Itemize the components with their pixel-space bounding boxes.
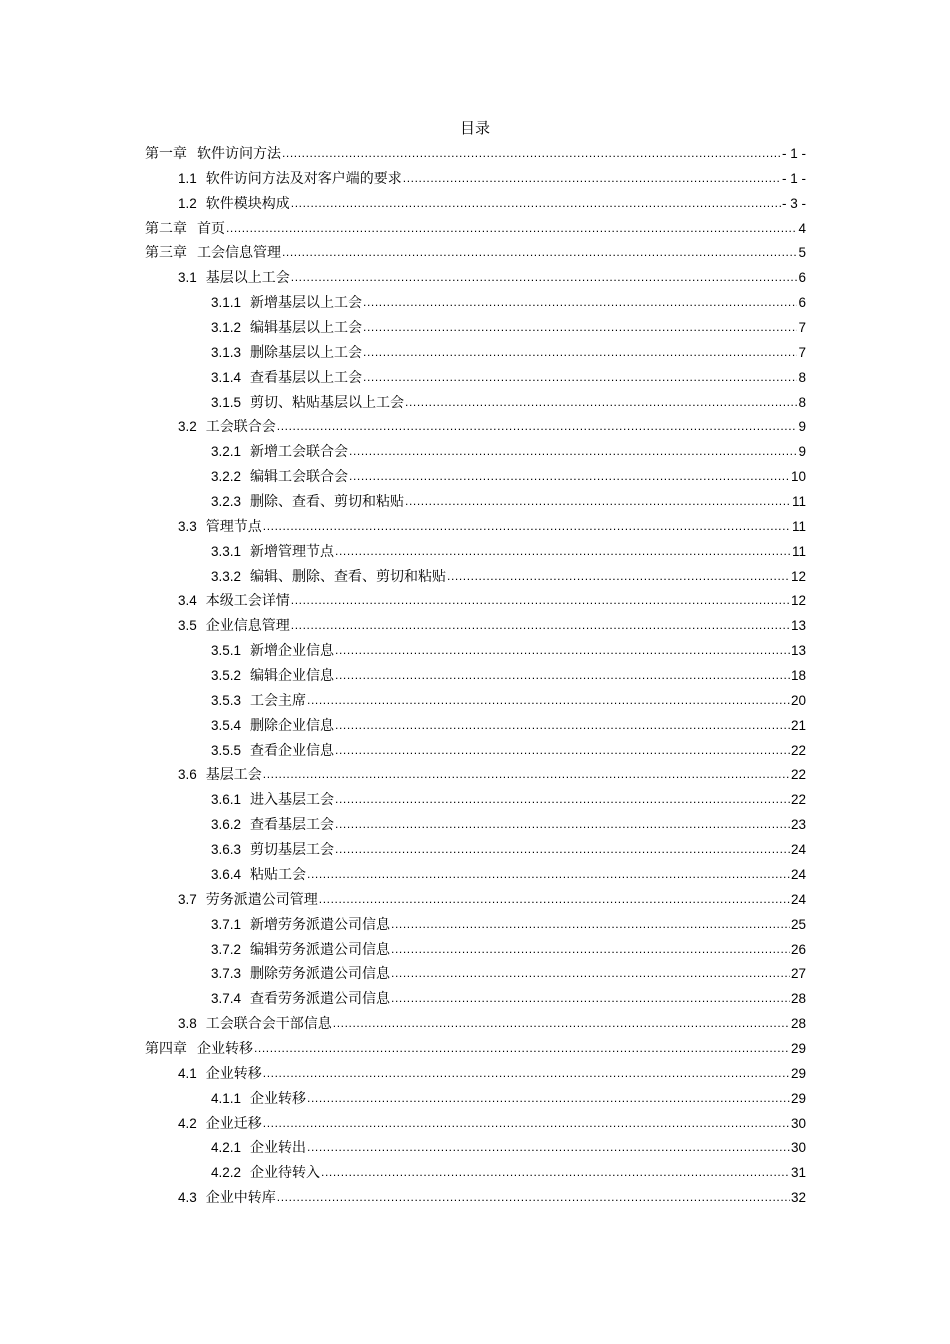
toc-entry-title: 查看基层以上工会: [250, 369, 363, 386]
toc-entry-number: 3.7.4: [211, 991, 242, 1007]
toc-entry-title: 新增基层以上工会: [250, 295, 363, 312]
toc-entry-page: 8: [798, 369, 806, 385]
toc-entry-page: 22: [790, 792, 806, 808]
toc-entry-number: 4.3: [178, 1190, 197, 1206]
toc-entry-page: 27: [790, 966, 806, 982]
toc-entry[interactable]: [145, 814, 806, 839]
toc-dot-leader: [391, 962, 790, 984]
toc-entry-number: 3.6.2: [211, 817, 242, 833]
toc-dot-leader: [291, 614, 790, 636]
toc-dot-leader: [335, 540, 791, 562]
toc-entry[interactable]: [145, 789, 806, 814]
toc-entry-number: 3.5: [178, 618, 197, 634]
toc-entry-page: 12: [790, 593, 806, 609]
toc-entry-page: 7: [798, 344, 806, 360]
toc-entry-number: 3.1.5: [211, 394, 242, 410]
toc-entry[interactable]: [145, 839, 806, 864]
toc-entry-number: 3.5.1: [211, 643, 242, 659]
toc-entry-title: 工会信息管理: [197, 245, 281, 262]
toc-entry-number: 3.3.2: [211, 568, 242, 584]
toc-dot-leader: [349, 440, 797, 462]
toc-entry[interactable]: [145, 242, 806, 267]
toc-entry[interactable]: [145, 516, 806, 541]
toc-dot-leader: [277, 415, 798, 437]
toc-dot-leader: [335, 639, 790, 661]
toc-entry-page: 8: [798, 394, 806, 410]
toc-entry-number: 3.7.1: [211, 916, 242, 932]
toc-entry[interactable]: [145, 491, 806, 516]
toc-title: 目录: [459, 119, 490, 137]
toc-entry-title: 软件访问方法及对客户端的要求: [205, 170, 402, 187]
toc-dot-leader: [321, 1161, 790, 1183]
toc-entry-page: 4: [798, 220, 806, 236]
toc-entry-number: 3.3.1: [211, 543, 242, 559]
toc-dot-leader: [405, 391, 797, 413]
toc-entry[interactable]: [145, 640, 806, 665]
toc-dot-leader: [447, 565, 790, 587]
toc-entry-page: 11: [791, 494, 806, 510]
toc-entry-title: 基层工会: [205, 767, 262, 784]
toc-entry-title: 企业转移: [250, 1090, 307, 1107]
toc-dot-leader: [319, 888, 790, 910]
toc-entry-title: 编辑企业信息: [250, 668, 335, 685]
toc-entry-number: 第一章: [145, 146, 187, 162]
toc-entry-title: 删除企业信息: [250, 717, 335, 734]
toc-dot-leader: [391, 913, 790, 935]
toc-dot-leader: [282, 241, 797, 263]
toc-entry[interactable]: [145, 292, 806, 317]
toc-dot-leader: [307, 1136, 790, 1158]
toc-dot-leader: [333, 1012, 790, 1034]
toc-entry-page: 26: [790, 941, 806, 957]
toc-entry-title: 新增管理节点: [250, 543, 335, 560]
toc-entry-number: 1.1: [178, 170, 197, 186]
toc-entry-title: 软件模块构成: [205, 195, 290, 212]
toc-dot-leader: [363, 366, 797, 388]
toc-entry[interactable]: [145, 193, 806, 218]
toc-entry[interactable]: [145, 168, 806, 193]
toc-dot-leader: [405, 490, 791, 512]
toc-entry-title: 查看基层工会: [250, 817, 335, 834]
toc-entry-number: 1.2: [178, 195, 197, 211]
toc-entry-number: 3.4: [178, 593, 197, 609]
toc-dot-leader: [391, 987, 790, 1009]
toc-dot-leader: [349, 465, 790, 487]
toc-dot-leader: [335, 714, 790, 736]
toc-entry-page: 13: [790, 618, 806, 634]
toc-dot-leader: [263, 763, 790, 785]
toc-entry-title: 新增企业信息: [250, 643, 335, 660]
toc-entry-title: 企业转出: [250, 1140, 307, 1157]
toc-entry-title: 查看劳务派遣公司信息: [250, 991, 391, 1008]
toc-entry-number: 3.6: [178, 767, 197, 783]
toc-entry[interactable]: [145, 441, 806, 466]
toc-entry-title: 删除基层以上工会: [250, 344, 363, 361]
toc-entry-title: 本级工会详情: [205, 593, 290, 610]
toc-entry[interactable]: [145, 218, 806, 243]
toc-entry-title: 企业中转库: [205, 1190, 276, 1207]
toc-entry-page: 29: [790, 1090, 806, 1106]
toc-entry-title: 工会联合会: [205, 419, 276, 436]
toc-entry-title: 企业待转入: [250, 1165, 321, 1182]
toc-entry-title: 剪切基层工会: [250, 842, 335, 859]
toc-entry-title: 新增劳务派遣公司信息: [250, 916, 391, 933]
toc-entry-number: 3.7: [178, 891, 197, 907]
toc-dot-leader: [254, 1037, 790, 1059]
toc-entry-number: 第四章: [145, 1040, 187, 1057]
toc-entry-page: 24: [790, 866, 806, 882]
toc-dot-leader: [291, 589, 790, 611]
toc-entry-number: 4.1.1: [211, 1090, 242, 1106]
toc-entry[interactable]: [145, 566, 806, 591]
toc-entry-number: 第三章: [145, 245, 187, 262]
toc-entry-title: 软件访问方法: [197, 146, 281, 162]
toc-dot-leader: [403, 167, 781, 189]
toc-entry-page: 22: [790, 767, 806, 783]
toc-entry-number: 3.2.3: [211, 494, 242, 510]
toc-entry-number: 3.6.4: [211, 866, 242, 882]
toc-entry-title: 管理节点: [205, 518, 262, 535]
toc-entry-page: 6: [798, 295, 806, 311]
toc-dot-leader: [335, 838, 790, 860]
toc-entry-title: 编辑、删除、查看、剪切和粘贴: [250, 568, 447, 585]
toc-entry[interactable]: [145, 1063, 806, 1088]
toc-entry-title: 首页: [197, 220, 225, 237]
toc-entry-title: 删除、查看、剪切和粘贴: [250, 494, 405, 511]
toc-entry[interactable]: [145, 392, 806, 417]
toc-dot-leader: [282, 142, 781, 164]
toc-entry[interactable]: [145, 988, 806, 1013]
toc-dot-leader: [391, 938, 790, 960]
toc-entry-title: 编辑基层以上工会: [250, 320, 363, 337]
toc-entry-page: 5: [798, 245, 806, 261]
toc-dot-leader: [307, 863, 790, 885]
toc-entry-number: 4.2.2: [211, 1165, 242, 1181]
toc-entry-page: 28: [790, 1016, 806, 1032]
toc-entry-page: 22: [790, 742, 806, 758]
toc-entry[interactable]: [145, 1013, 806, 1038]
toc-entry-title: 编辑工会联合会: [250, 469, 349, 486]
toc-dot-leader: [335, 664, 790, 686]
toc-entry-page: 12: [790, 568, 806, 584]
toc-entry-page: 29: [790, 1065, 806, 1081]
toc-entry[interactable]: [145, 615, 806, 640]
toc-entry[interactable]: [145, 367, 806, 392]
toc-entry-page: 11: [791, 543, 806, 559]
toc-entry-page: 11: [791, 518, 806, 534]
toc-entry-title: 企业转移: [205, 1065, 262, 1082]
toc-dot-leader: [263, 1062, 790, 1084]
toc-entry-page: - 1 -: [781, 146, 806, 161]
toc-entry-title: 企业信息管理: [205, 618, 290, 635]
toc-entry-number: 3.8: [178, 1016, 197, 1032]
toc-entry-title: 劳务派遣公司管理: [205, 891, 318, 908]
toc-entry-page: 24: [790, 891, 806, 907]
toc-entry[interactable]: [145, 914, 806, 939]
toc-entry[interactable]: [145, 889, 806, 914]
toc-entry-page: 7: [798, 320, 806, 336]
toc-entry-title: 企业迁移: [205, 1115, 262, 1132]
toc-entry-title: 粘贴工会: [250, 866, 307, 883]
toc-entry-number: 3.2.1: [211, 444, 242, 460]
toc-entry-number: 3.6.3: [211, 842, 242, 858]
toc-dot-leader: [363, 291, 797, 313]
toc-entry[interactable]: [145, 1187, 806, 1212]
toc-entry[interactable]: [145, 764, 806, 789]
toc-dot-leader: [307, 1087, 790, 1109]
toc-entry-title: 工会主席: [250, 692, 307, 709]
toc-dot-leader: [335, 788, 790, 810]
toc-entry-number: 4.1: [178, 1065, 197, 1081]
toc-entry-title: 删除劳务派遣公司信息: [250, 966, 391, 983]
toc-entry-page: 20: [790, 692, 806, 708]
toc-entry[interactable]: [145, 342, 806, 367]
toc-entry[interactable]: [145, 740, 806, 765]
toc-entry[interactable]: [145, 143, 806, 168]
toc-entry-number: 3.1: [178, 270, 197, 286]
toc-dot-leader: [263, 1112, 790, 1134]
toc-entry-title: 编辑劳务派遣公司信息: [250, 941, 391, 958]
toc-entry[interactable]: [145, 267, 806, 292]
toc-dot-leader: [291, 192, 781, 214]
toc-entry[interactable]: [145, 466, 806, 491]
toc-entry-page: 25: [790, 916, 806, 932]
toc-entry-page: 6: [798, 270, 806, 286]
toc-entry-title: 工会联合会干部信息: [205, 1016, 332, 1033]
toc-entry-page: 30: [790, 1140, 806, 1156]
toc-dot-leader: [226, 217, 797, 239]
toc-entry-number: 3.1.2: [211, 320, 242, 336]
toc-entry-title: 基层以上工会: [205, 270, 290, 287]
toc-dot-leader: [363, 316, 797, 338]
toc-entry-page: 13: [790, 643, 806, 659]
toc-entry-number: 3.2: [178, 419, 197, 435]
toc-entry[interactable]: [145, 715, 806, 740]
toc-entry[interactable]: [145, 541, 806, 566]
toc-entry-page: 9: [798, 419, 806, 435]
toc-entry-number: 4.2: [178, 1115, 197, 1131]
toc-entry-number: 3.5.2: [211, 668, 242, 684]
toc-entry[interactable]: [145, 590, 806, 615]
toc-entry-page: 24: [790, 842, 806, 858]
toc-entry-page: 9: [798, 444, 806, 460]
toc-dot-leader: [363, 341, 797, 363]
toc-entry[interactable]: [145, 939, 806, 964]
toc-dot-leader: [263, 515, 791, 537]
toc-entry-number: 3.5.3: [211, 692, 242, 708]
toc-entry[interactable]: [145, 665, 806, 690]
toc-entry-number: 3.1.3: [211, 344, 242, 360]
toc-entry-page: 29: [790, 1040, 806, 1056]
toc-entry[interactable]: [145, 1038, 806, 1063]
toc-entry-page: 32: [790, 1190, 806, 1206]
toc-entry-title: 查看企业信息: [250, 742, 335, 759]
toc-entry[interactable]: [145, 1137, 806, 1162]
toc-entry-page: - 3 -: [781, 195, 806, 211]
toc-entry-number: 3.5.5: [211, 742, 242, 758]
toc-entry[interactable]: [145, 416, 806, 441]
toc-entry-page: 21: [790, 717, 806, 733]
toc-entry[interactable]: [145, 864, 806, 889]
toc-entry[interactable]: [145, 1162, 806, 1187]
toc-dot-leader: [291, 266, 798, 288]
toc-entry[interactable]: [145, 1113, 806, 1138]
toc-dot-leader: [335, 739, 790, 761]
toc-entry-number: 4.2.1: [211, 1140, 242, 1156]
toc-entry-number: 第二章: [145, 220, 187, 237]
toc-entry[interactable]: [145, 1088, 806, 1113]
toc-entry-number: 3.7.2: [211, 941, 242, 957]
toc-entry-title: 新增工会联合会: [250, 444, 349, 461]
toc-dot-leader: [335, 813, 790, 835]
toc-entry-number: 3.5.4: [211, 717, 242, 733]
toc-entry-page: 10: [790, 469, 806, 485]
toc-entry-page: - 1 -: [781, 170, 806, 186]
toc-entry-title: 剪切、粘贴基层以上工会: [250, 394, 405, 411]
toc-entry-page: 30: [790, 1115, 806, 1131]
table-of-contents: [145, 143, 806, 1212]
toc-entry-number: 3.6.1: [211, 792, 242, 808]
toc-entry[interactable]: [145, 317, 806, 342]
toc-dot-leader: [307, 689, 790, 711]
toc-entry[interactable]: [145, 690, 806, 715]
toc-entry-number: 3.1.1: [211, 295, 242, 311]
toc-entry[interactable]: [145, 963, 806, 988]
toc-dot-leader: [277, 1186, 790, 1208]
toc-entry-number: 3.7.3: [211, 966, 242, 982]
toc-entry-page: 23: [790, 817, 806, 833]
toc-entry-page: 28: [790, 991, 806, 1007]
toc-entry-title: 企业转移: [197, 1040, 253, 1057]
toc-entry-title: 进入基层工会: [250, 792, 335, 809]
toc-entry-number: 3.2.2: [211, 469, 242, 485]
toc-entry-page: 31: [790, 1165, 806, 1181]
toc-entry-number: 3.1.4: [211, 369, 242, 385]
toc-entry-number: 3.3: [178, 518, 197, 534]
toc-entry-page: 18: [790, 668, 806, 684]
